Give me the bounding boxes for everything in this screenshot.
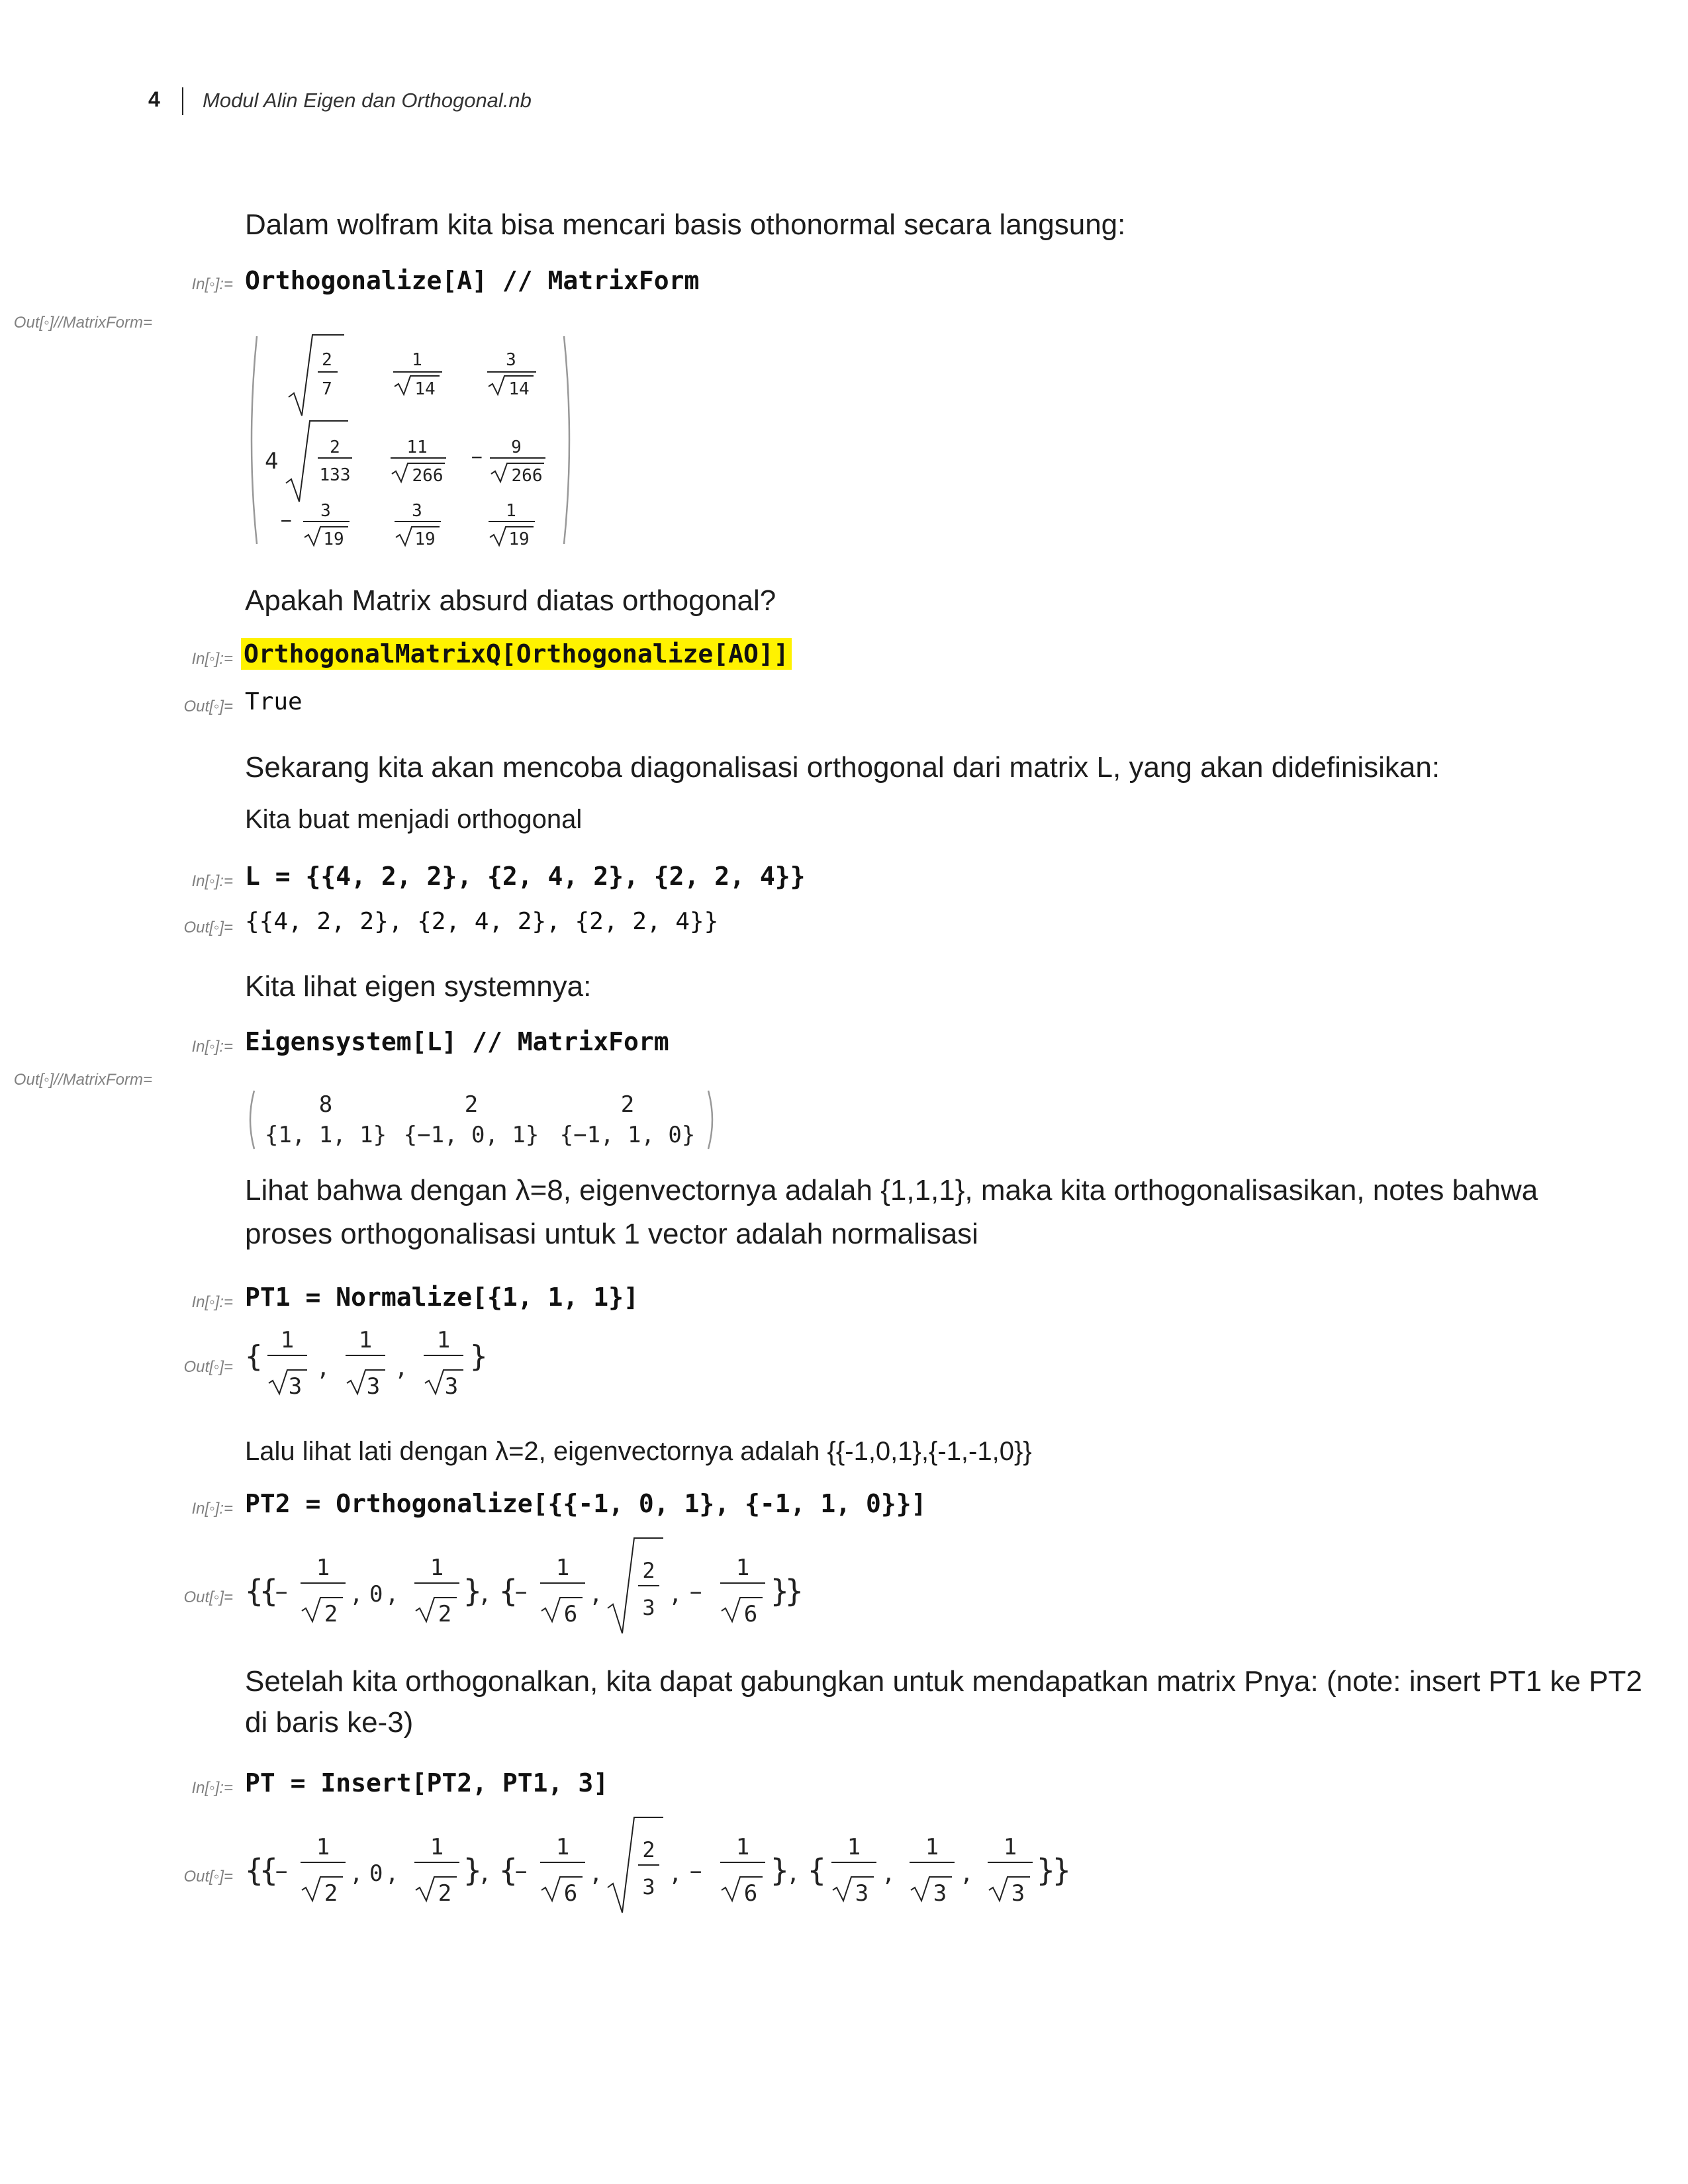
svg-text:{: {	[245, 1573, 263, 1609]
right-paren	[564, 336, 569, 544]
svg-text:−: −	[515, 1860, 528, 1884]
svg-text:2: 2	[438, 1880, 452, 1907]
output-L: {{4, 2, 2}, {2, 4, 2}, {2, 2, 4}}	[245, 908, 719, 935]
PT1-output	[245, 1321, 510, 1407]
output-label: Out[◦]=	[183, 1868, 233, 1886]
svg-text:1: 1	[316, 1555, 330, 1581]
input-label: In[◦]:=	[191, 650, 233, 668]
m-r2c2-den: 266	[412, 466, 444, 486]
svg-text:1: 1	[1003, 1834, 1017, 1860]
svg-text:2: 2	[438, 1601, 452, 1627]
output-label: Out[◦]=	[183, 1358, 233, 1376]
eigenvector-3: {−1, 1, 0}	[559, 1122, 696, 1148]
svg-text:,: ,	[589, 1581, 603, 1608]
svg-text:}: }	[771, 1852, 789, 1888]
m-r2c3-minus: −	[471, 446, 483, 468]
svg-text:1: 1	[430, 1555, 444, 1581]
PT-output	[245, 1815, 1079, 1934]
svg-text:1: 1	[735, 1834, 750, 1860]
eigenvector-1: {1, 1, 1}	[264, 1122, 387, 1148]
svg-text:,: ,	[478, 1860, 492, 1887]
text-cell-lambda2: Lalu lihat lati dengan λ=2, eigenvectornya adalah {{-1,0,1},{-1,-1,0}}	[245, 1437, 1032, 1466]
svg-text:{: {	[259, 1852, 278, 1888]
m-r2c2-num: 11	[406, 437, 428, 457]
text-cell-diagonalization: Sekarang kita akan mencoba diagonalisasi orthogonal dari matrix L, yang akan didefinisikan:	[245, 751, 1440, 784]
svg-text:,: ,	[669, 1581, 682, 1608]
text-cell-question: Apakah Matrix absurd diatas orthogonal?	[245, 584, 776, 617]
svg-text:,: ,	[350, 1860, 363, 1887]
svg-text:{: {	[499, 1573, 518, 1609]
svg-text:,: ,	[960, 1860, 974, 1887]
input-cell-PT1[interactable]: PT1 = Normalize[{1, 1, 1}]	[245, 1283, 639, 1312]
svg-text:}: }	[463, 1852, 482, 1888]
svg-text:,: ,	[589, 1860, 603, 1887]
m-r2c1-num: 2	[330, 437, 340, 457]
svg-text:,: ,	[385, 1581, 399, 1608]
input-cell-define-L[interactable]: L = {{4, 2, 2}, {2, 4, 2}, {2, 2, 4}}	[245, 862, 806, 891]
svg-text:}: }	[785, 1573, 804, 1609]
svg-text:−: −	[515, 1581, 528, 1604]
eigensystem-matrix-output	[245, 1088, 722, 1154]
m-r2c3-den: 266	[511, 466, 543, 486]
orthogonalize-matrix-output	[245, 331, 576, 549]
svg-text:,: ,	[395, 1355, 408, 1381]
svg-text:,: ,	[669, 1860, 682, 1887]
output-label-matrixform: Out[◦]//MatrixForm=	[13, 1071, 152, 1089]
input-label: In[◦]:=	[191, 1500, 233, 1518]
highlighted-code: OrthogonalMatrixQ[Orthogonalize[AO]]	[241, 638, 792, 670]
output-label: Out[◦]=	[183, 698, 233, 715]
svg-text:2: 2	[324, 1880, 338, 1907]
output-true: True	[245, 688, 303, 715]
svg-text:{: {	[245, 1852, 263, 1888]
svg-text:3: 3	[366, 1373, 381, 1400]
m-r3c1-minus: −	[281, 510, 292, 531]
svg-text:{: {	[499, 1852, 518, 1888]
input-label: In[◦]:=	[191, 1293, 233, 1311]
svg-text:3: 3	[933, 1880, 947, 1907]
svg-text:3: 3	[855, 1880, 869, 1907]
input-cell-orthogonalmatrixq[interactable]	[241, 639, 792, 668]
svg-text:{: {	[245, 1340, 263, 1373]
svg-text:−: −	[275, 1860, 288, 1884]
svg-text:6: 6	[743, 1601, 758, 1627]
svg-text:}: }	[771, 1573, 789, 1609]
svg-text:1: 1	[316, 1834, 330, 1860]
svg-text:,: ,	[478, 1581, 492, 1608]
m-r1c2-num: 1	[412, 350, 422, 370]
svg-text:1: 1	[436, 1327, 451, 1353]
PT2-output	[245, 1535, 827, 1655]
svg-text:0: 0	[369, 1581, 383, 1608]
svg-text:−: −	[690, 1860, 702, 1884]
output-label-matrixform: Out[◦]//MatrixForm=	[13, 314, 152, 332]
text-cell-insert-line1: Setelah kita orthogonalkan, kita dapat gabungkan untuk mendapatkan matrix Pnya: (note: insert PT1 ke PT2	[245, 1665, 1642, 1698]
m-r1c1-den: 7	[322, 379, 332, 399]
input-label: In[◦]:=	[191, 275, 233, 293]
svg-text:}: }	[1037, 1852, 1055, 1888]
text-cell-eigen: Kita lihat eigen systemnya:	[245, 970, 592, 1003]
input-label: In[◦]:=	[191, 1779, 233, 1797]
m-r1c3-den: 14	[508, 379, 530, 399]
svg-text:3: 3	[444, 1373, 459, 1400]
svg-text:,: ,	[882, 1860, 896, 1887]
output-label: Out[◦]=	[183, 919, 233, 936]
svg-text:1: 1	[847, 1834, 861, 1860]
text-cell-orthogonal-note: Kita buat menjadi orthogonal	[245, 805, 583, 834]
m-r3c1-num: 3	[320, 501, 331, 521]
svg-text:{: {	[259, 1573, 278, 1609]
input-cell-eigensystem[interactable]: Eigensystem[L] // MatrixForm	[245, 1027, 669, 1056]
svg-text:2: 2	[642, 1837, 655, 1862]
m-r3c2-den: 19	[414, 529, 436, 549]
m-r2c1-den: 133	[319, 465, 351, 485]
svg-text:1: 1	[735, 1555, 750, 1581]
input-cell-PT[interactable]: PT = Insert[PT2, PT1, 3]	[245, 1768, 609, 1797]
svg-text:,: ,	[385, 1860, 399, 1887]
svg-text:−: −	[690, 1581, 702, 1604]
left-paren	[252, 336, 257, 544]
svg-text:0: 0	[369, 1860, 383, 1887]
svg-text:6: 6	[563, 1601, 578, 1627]
eigenvalue-2: 2	[464, 1091, 479, 1118]
svg-text:1: 1	[280, 1327, 295, 1353]
svg-text:2: 2	[642, 1558, 655, 1583]
header-divider	[182, 87, 183, 115]
svg-text:{: {	[808, 1852, 826, 1888]
svg-text:,: ,	[786, 1860, 800, 1887]
notebook-title: Modul Alin Eigen dan Orthogonal.nb	[203, 89, 532, 112]
sqrt-sign	[289, 335, 344, 416]
m-r1c2-den: 14	[414, 379, 436, 399]
m-r3c3-den: 19	[508, 529, 530, 549]
svg-text:1: 1	[925, 1834, 939, 1860]
m-r1c3-num: 3	[506, 350, 516, 370]
eigenvalue-3: 2	[620, 1091, 635, 1118]
text-cell-lambda8-line2: proses orthogonalisasi untuk 1 vector adalah normalisasi	[245, 1218, 978, 1250]
text-cell-insert-line2: di baris ke-3)	[245, 1706, 414, 1739]
svg-text:1: 1	[555, 1555, 570, 1581]
svg-text:}: }	[1053, 1852, 1071, 1888]
svg-text:3: 3	[642, 1595, 655, 1620]
input-label: In[◦]:=	[191, 1038, 233, 1056]
svg-text:1: 1	[555, 1834, 570, 1860]
svg-text:1: 1	[358, 1327, 373, 1353]
eigenvalue-1: 8	[318, 1091, 333, 1118]
input-label: In[◦]:=	[191, 872, 233, 890]
m-r3c1-den: 19	[323, 529, 344, 549]
svg-text:6: 6	[563, 1880, 578, 1907]
svg-text:,: ,	[316, 1355, 330, 1381]
svg-text:−: −	[275, 1581, 288, 1604]
eigenvector-2: {−1, 0, 1}	[403, 1122, 539, 1148]
m-r3c3-num: 1	[506, 501, 516, 521]
svg-text:3: 3	[288, 1373, 303, 1400]
page-number: 4	[148, 87, 160, 111]
svg-text:}: }	[470, 1340, 488, 1373]
svg-text:3: 3	[1011, 1880, 1025, 1907]
svg-text:3: 3	[642, 1874, 655, 1899]
m-r3c2-num: 3	[412, 501, 422, 521]
input-cell-orthogonalize[interactable]: Orthogonalize[A] // MatrixForm	[245, 266, 700, 295]
text-cell-lambda8-line1: Lihat bahwa dengan λ=8, eigenvectornya adalah {1,1,1}, maka kita orthogonalisasikan, notes bahwa	[245, 1174, 1538, 1206]
text-cell-intro: Dalam wolfram kita bisa mencari basis othonormal secara langsung:	[245, 208, 1126, 241]
m-r1c1-num: 2	[322, 350, 332, 370]
svg-text:1: 1	[430, 1834, 444, 1860]
svg-text:2: 2	[324, 1601, 338, 1627]
svg-text:6: 6	[743, 1880, 758, 1907]
output-label: Out[◦]=	[183, 1588, 233, 1606]
svg-text:,: ,	[350, 1581, 363, 1608]
m-r2c3-num: 9	[511, 437, 522, 457]
input-cell-PT2[interactable]: PT2 = Orthogonalize[{{-1, 0, 1}, {-1, 1, 0}}]	[245, 1489, 927, 1518]
svg-text:}: }	[463, 1573, 482, 1609]
m-r2c1-coef: 4	[265, 448, 279, 475]
